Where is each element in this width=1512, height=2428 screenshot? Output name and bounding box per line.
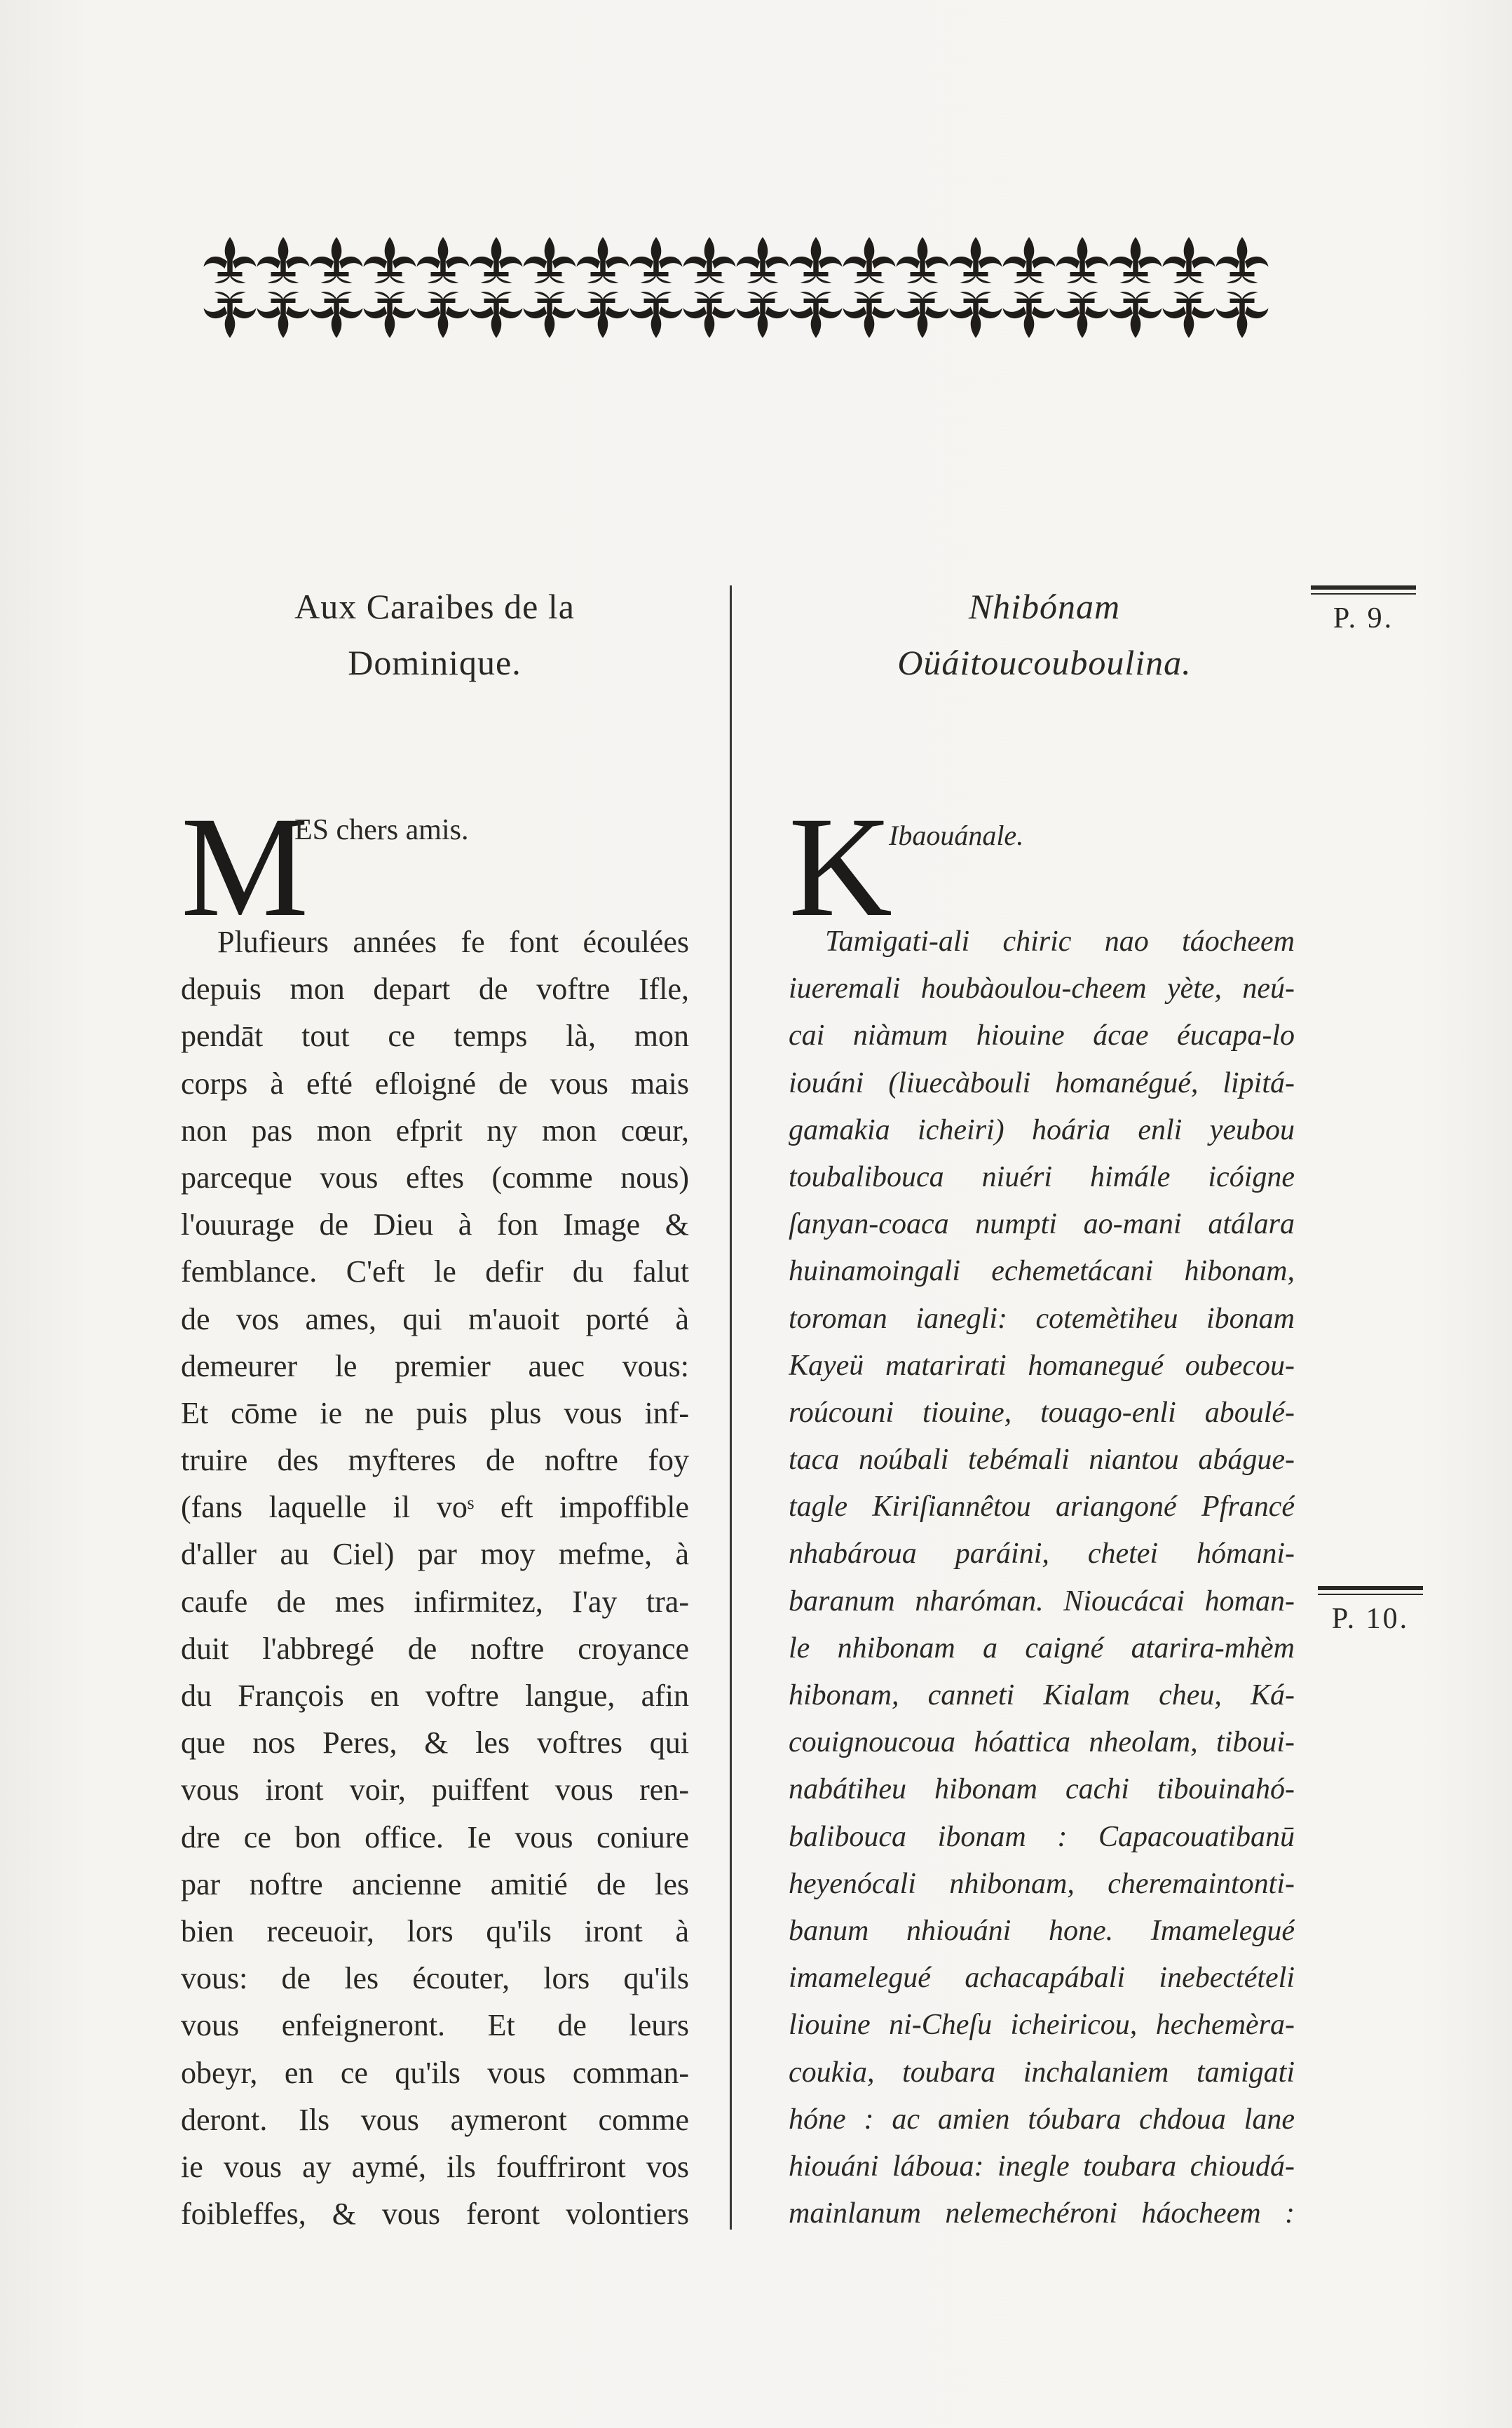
margin-page-label: P. 10.: [1331, 1603, 1410, 1635]
carib-title-line2: Oüáitoucouboulina.: [897, 643, 1192, 682]
carib-text-line: hiouáni láboua: inegle toubara chioudá-: [789, 2150, 1295, 2183]
carib-text-line: mainlanum nelemechéroni háocheem :: [789, 2197, 1295, 2230]
carib-text-line: taca noúbali tebémali niantou abágue-: [789, 1444, 1295, 1477]
carib-text-line: toroman ianegli: cotemètiheu ibonam: [789, 1302, 1295, 1335]
carib-text-line: le nhibonam a caigné atarira-mhèm: [789, 1632, 1295, 1664]
french-text-line: depuis mon depart de voftre Ifle,: [181, 972, 689, 1007]
margin-rule: [1318, 1586, 1423, 1590]
french-title-line1: Aux Caraibes de la: [294, 587, 575, 626]
carib-text-line: cai niàmum hiouine ácae éucapa-lo: [789, 1019, 1295, 1052]
french-text-line: dre ce bon office. Ie vous coniure: [181, 1819, 689, 1854]
margin-page-label: P. 9.: [1333, 602, 1394, 635]
french-text-line: corps à efté efloigné de vous mais: [181, 1066, 689, 1101]
column-divider: [730, 585, 732, 2230]
french-heading: [210, 578, 659, 691]
french-salutation: ES chers amis.: [294, 814, 469, 846]
carib-text-line: iueremali houbàoulou-cheem yète, neú-: [789, 972, 1295, 1005]
french-text-line: (fans laquelle il voˢ eft impoffible: [181, 1490, 689, 1525]
carib-text-line: heyenócali nhibonam, cheremaintonti-: [789, 1867, 1295, 1900]
french-text-line: de vos ames, qui m'auoit porté à: [181, 1301, 689, 1336]
margin-page-ref-10: [1318, 1586, 1423, 1636]
french-text-line: femblance. C'eft le defir du falut: [181, 1254, 689, 1289]
french-text-line: Plufieurs années fe font écoulées: [217, 925, 689, 959]
french-text-line: obeyr, en ce qu'ils vous comman-: [181, 2055, 689, 2090]
carib-text-line: balibouca ibonam : Capacouatibanū: [789, 1820, 1295, 1853]
carib-text-line: huinamoingali echemetácani hibonam,: [789, 1255, 1295, 1288]
french-text-line: d'aller au Ciel) par moy mefme, à: [181, 1537, 689, 1572]
french-text-line: Et cōme ie ne puis plus vous inf-: [181, 1395, 689, 1430]
margin-page-ref-9: [1311, 585, 1416, 635]
carib-text-line: gamakia icheiri) hoária enli yeubou: [789, 1113, 1295, 1146]
french-dropcap: M: [181, 787, 309, 947]
carib-text-line: Kayeü matarirati homanegué oubecou-: [789, 1349, 1295, 1382]
carib-text-line: hóne : ac amien tóubara chdoua lane: [789, 2103, 1295, 2136]
french-text-line: que nos Peres, & les voftres qui: [181, 1725, 689, 1761]
carib-text-line: coukia, toubara inchalaniem tamigati: [789, 2056, 1295, 2089]
french-text-line: ie vous ay aymé, ils fouffriront vos: [181, 2149, 689, 2184]
fleuron-band-icon: [203, 224, 1269, 351]
french-text-line: du François en voftre langue, afin: [181, 1678, 689, 1713]
french-text-line: l'ouurage de Dieu à fon Image &: [181, 1207, 689, 1242]
french-text-line: non pas mon efprit ny mon cœur,: [181, 1113, 689, 1148]
carib-title-line1: Nhibónam: [968, 587, 1121, 626]
french-text-line: vous iront voir, puiffent vous ren-: [181, 1772, 689, 1808]
carib-text-line: roúcouni tiouine, touago-enli aboulé-: [789, 1396, 1295, 1429]
french-text-line: pendāt tout ce temps là, mon: [181, 1019, 689, 1054]
carib-text-line: nhabároua paráini, chetei hómani-: [789, 1538, 1295, 1571]
french-text-line: par noftre ancienne amitié de les: [181, 1866, 689, 1901]
carib-text-line: hibonam, canneti Kialam cheu, Ká-: [789, 1679, 1295, 1711]
carib-text-line: liouine ni-Cheſu icheiricou, hechemèra-: [789, 2009, 1295, 2042]
carib-salutation: Ibaouánale.: [889, 820, 1024, 851]
carib-text-line: baranum nharóman. Nioucácai homan-: [789, 1585, 1295, 1617]
margin-rule-thin: [1311, 593, 1416, 595]
carib-text-line: nabátiheu hibonam cachi tibouinahó-: [789, 1773, 1295, 1806]
carib-dropcap: K: [789, 787, 893, 947]
margin-rule-thin: [1318, 1594, 1423, 1595]
carib-text-line: ſanyan-coaca numpti ao-mani atálara: [789, 1208, 1295, 1241]
french-text-line: parceque vous eftes (comme nous): [181, 1160, 689, 1195]
french-text-line: duit l'abbregé de noftre croyance: [181, 1631, 689, 1666]
french-text-line: foibleffes, & vous feront volontiers: [181, 2197, 689, 2232]
carib-heading: [799, 578, 1290, 691]
french-text-line: truire des myfteres de noftre foy: [181, 1443, 689, 1478]
french-text-line: demeurer le premier auec vous:: [181, 1348, 689, 1383]
carib-text-line: Tamigati-ali chiric nao táocheem: [825, 925, 1295, 958]
french-text-line: bien receuoir, lors qu'ils iront à: [181, 1913, 689, 1948]
carib-body: [789, 918, 1295, 2237]
carib-text-line: imamelegué achacapábali inebectételi: [789, 1962, 1295, 1995]
french-text-line: vous: de les écouter, lors qu'ils: [181, 1961, 689, 1996]
carib-text-line: iouáni (liuecàbouli homanégué, lipitá-: [789, 1066, 1295, 1099]
french-body: [181, 918, 689, 2237]
french-text-line: vous enfeigneront. Et de leurs: [181, 2008, 689, 2043]
carib-text-line: toubalibouca niuéri himále icóigne: [789, 1160, 1295, 1193]
french-text-line: deront. Ils vous aymeront comme: [181, 2102, 689, 2137]
french-text-line: caufe de mes infirmitez, I'ay tra-: [181, 1584, 689, 1619]
margin-rule: [1311, 585, 1416, 590]
french-title-line2: Dominique.: [348, 643, 522, 682]
carib-text-line: couignoucoua hóattica nheolam, tiboui-: [789, 1726, 1295, 1759]
carib-text-line: tagle Kiriſiannêtou ariangoné Pfrancé: [789, 1491, 1295, 1524]
carib-text-line: banum nhiouáni hone. Imamelegué: [789, 1914, 1295, 1947]
